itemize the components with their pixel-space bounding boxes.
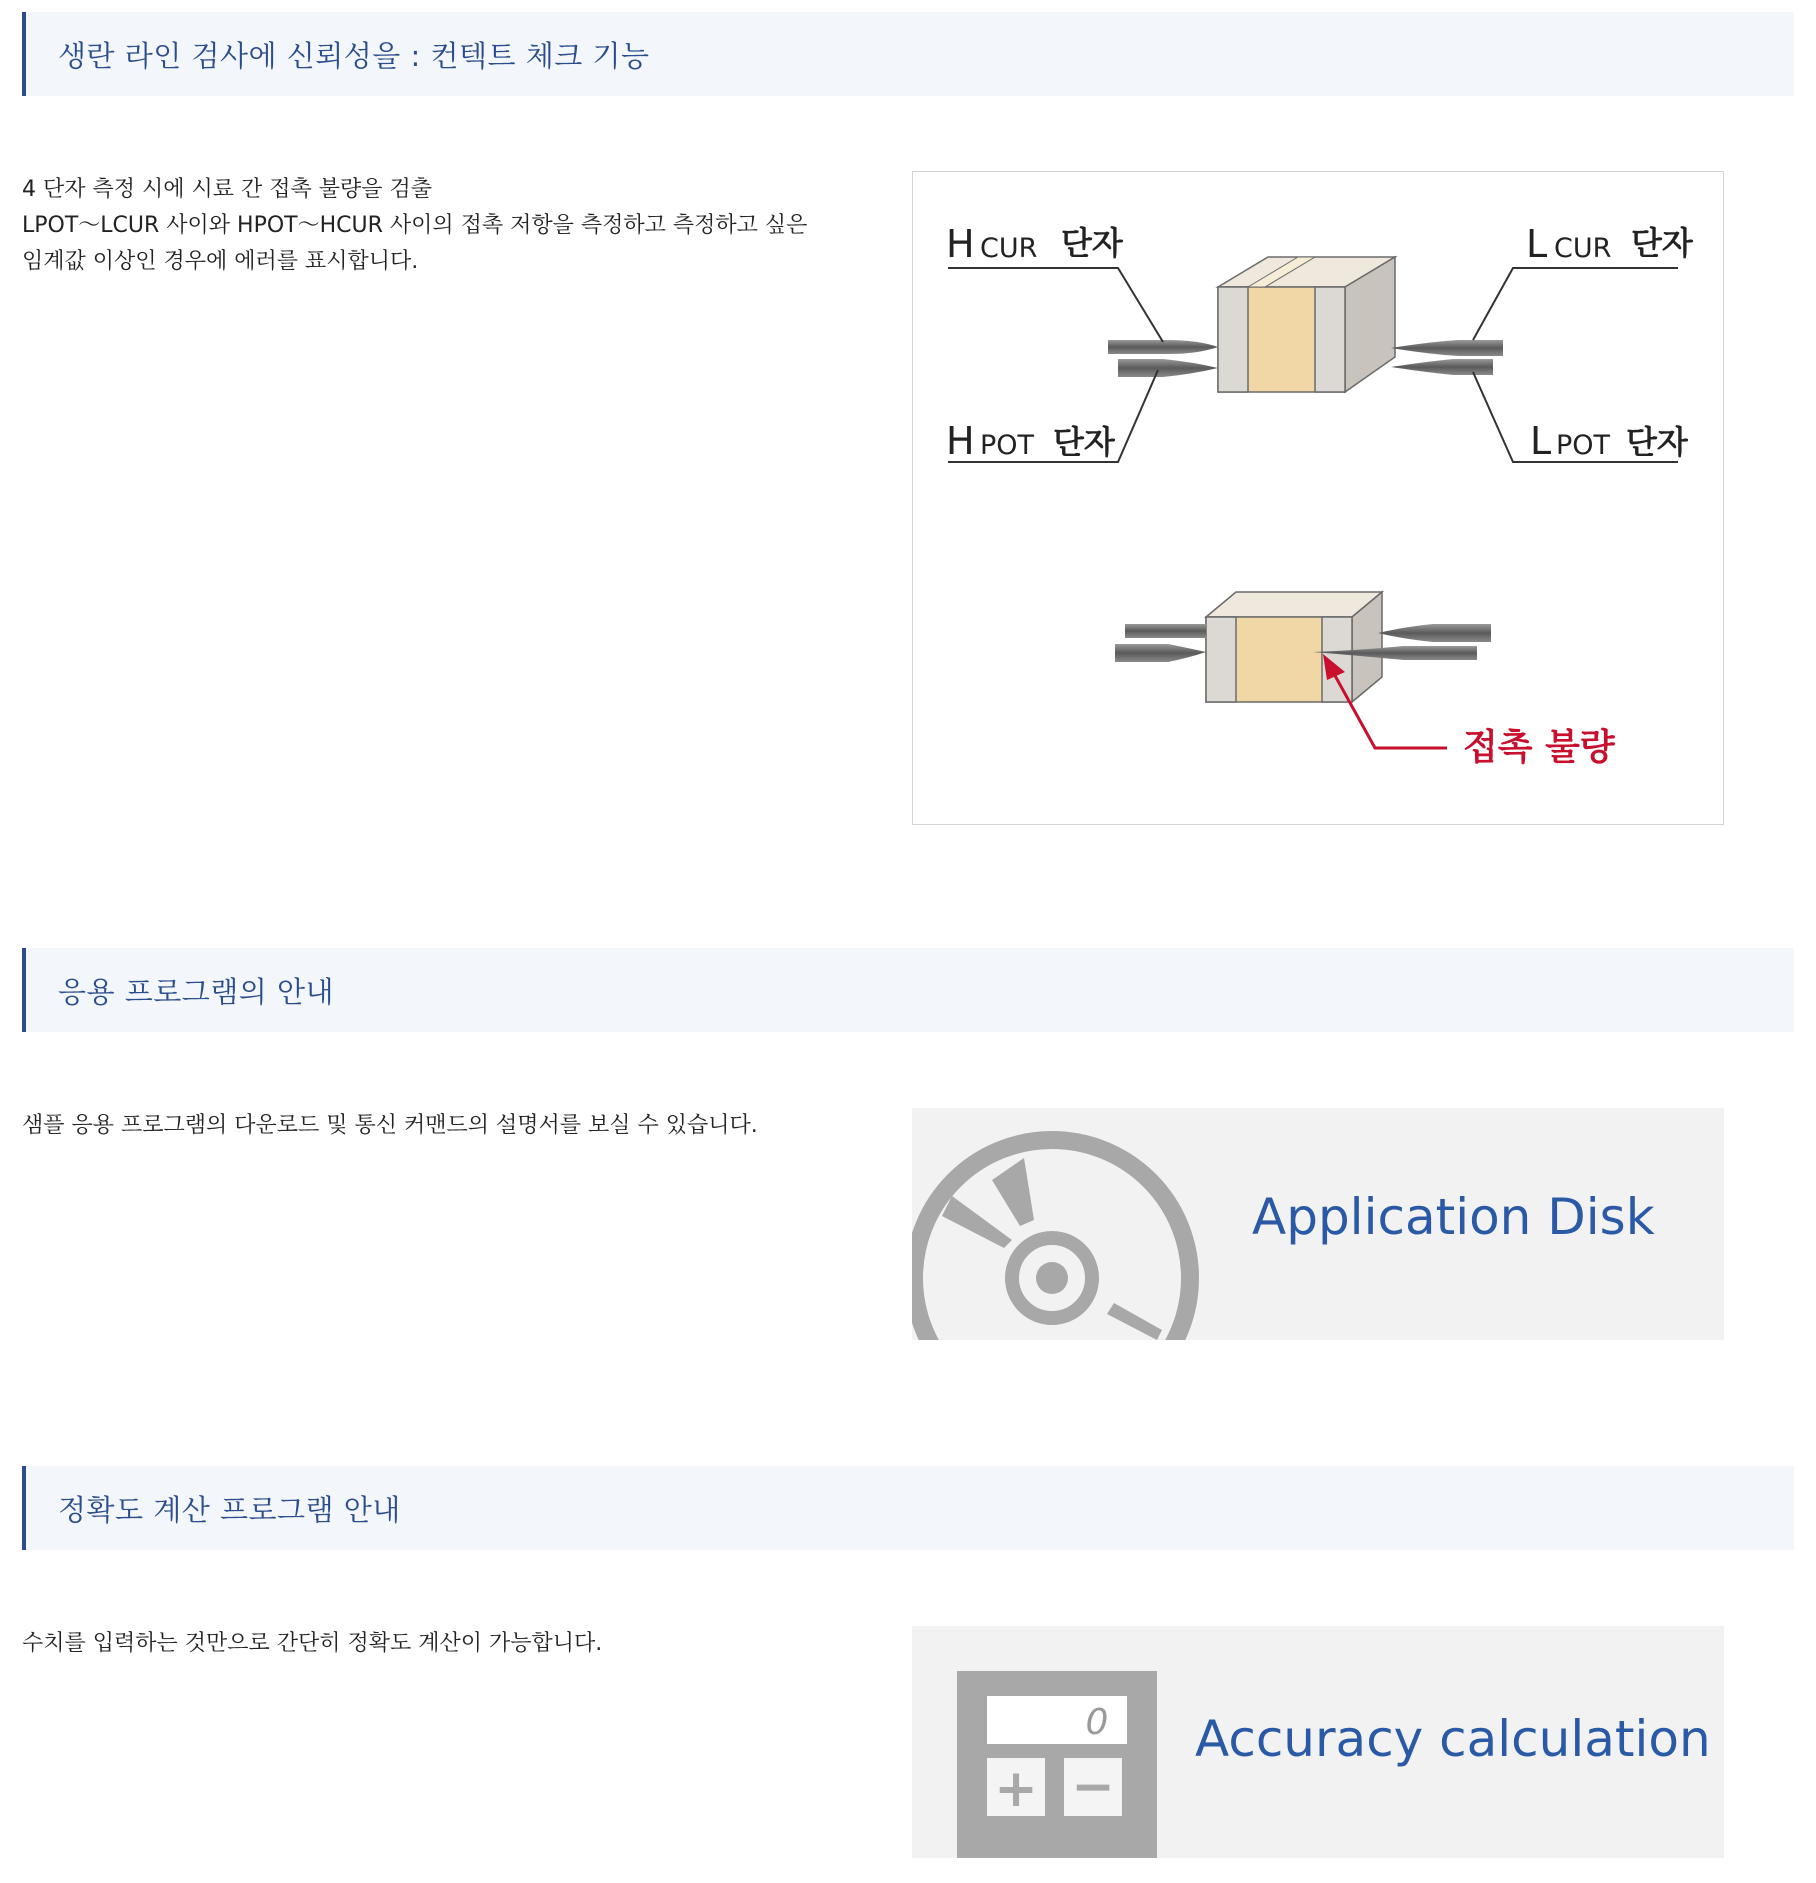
description-line: LPOT～LCUR 사이와 HPOT～HCUR 사이의 접촉 저항을 측정하고 측정하고 싶은: [22, 213, 808, 238]
label-sub: POT: [1556, 430, 1611, 461]
label-sub: POT: [980, 430, 1035, 461]
banner-label: Application Disk: [1252, 1188, 1655, 1246]
label-sub: CUR: [1554, 233, 1612, 264]
application-disk-banner[interactable]: [912, 1108, 1724, 1340]
label-hcur: [946, 222, 1124, 266]
probe-lpot: [1391, 359, 1493, 375]
probe-lcur: [1391, 340, 1503, 356]
label-suffix: 단자: [1626, 423, 1688, 461]
probe-hpot: [1118, 359, 1218, 377]
label-main: H: [946, 419, 975, 463]
description-line: 수치를 입력하는 것만으로 간단히 정확도 계산이 가능합니다.: [22, 1631, 603, 1656]
contact-check-diagram: [912, 171, 1724, 825]
label-suffix: 단자: [1053, 423, 1115, 461]
fault-label: 접촉 불량: [1463, 727, 1615, 768]
section-description: [22, 1108, 852, 1144]
description-line: 4 단자 측정 시에 시료 간 접촉 불량을 검출: [22, 177, 432, 202]
accuracy-calculation-banner[interactable]: [912, 1626, 1724, 1858]
key-plus: +: [994, 1759, 1038, 1819]
description-line: 샘플 응용 프로그램의 다운로드 및 통신 커맨드의 설명서를 보실 수 있습니다.: [22, 1113, 758, 1138]
banner-label: Accuracy calculation: [1195, 1710, 1711, 1768]
label-lcur: [1526, 222, 1694, 266]
calculator-icon: [912, 1626, 1724, 1858]
label-main: H: [946, 222, 975, 266]
disk-icon: [912, 1108, 1724, 1340]
section-header-accuracy: [22, 1466, 1794, 1550]
section-header-contact-check: [22, 12, 1794, 96]
label-main: L: [1530, 419, 1552, 463]
chip-bottom: [1206, 592, 1382, 702]
label-suffix: 단자: [1631, 224, 1693, 262]
calculator-display: 0: [1085, 1702, 1109, 1743]
chip-top: [1218, 257, 1395, 392]
key-minus: −: [1071, 1757, 1115, 1817]
section-description: [22, 1626, 852, 1662]
section-title: 생란 라인 검사에 신뢰성을 : 컨텍트 체크 기능: [58, 38, 650, 73]
label-sub: CUR: [980, 233, 1038, 264]
section-description: [22, 172, 852, 280]
label-suffix: 단자: [1061, 224, 1123, 262]
section-header-application: [22, 948, 1794, 1032]
probe-hcur: [1108, 340, 1218, 354]
description-line: 임계값 이상인 경우에 에러를 표시합니다.: [22, 249, 419, 274]
label-hpot: [946, 419, 1116, 463]
label-lpot: [1530, 419, 1689, 463]
label-main: L: [1526, 222, 1548, 266]
section-title: 응용 프로그램의 안내: [58, 974, 335, 1009]
probe-bottom-left: [1115, 624, 1206, 662]
section-title: 정확도 계산 프로그램 안내: [58, 1492, 401, 1527]
